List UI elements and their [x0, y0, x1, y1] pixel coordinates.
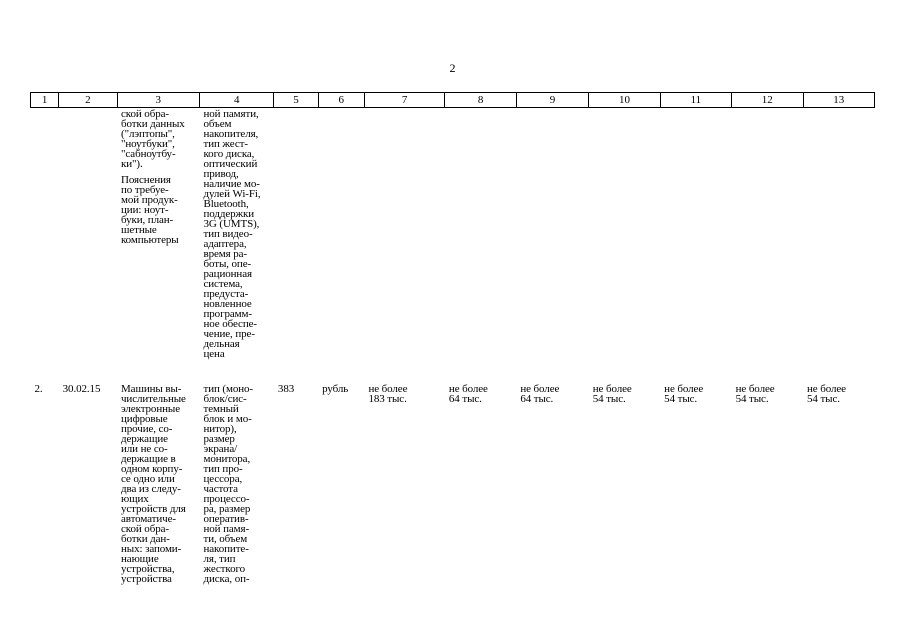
requirements-table — [30, 92, 875, 584]
product-name-text: ской обра- ботки данных ("лэптопы", "ноутбуки", "сабноутбу- ки"). — [121, 108, 185, 170]
column-number: 11 — [660, 93, 731, 108]
value-cell: не более 54 тыс. — [664, 383, 704, 405]
value-cell: не более 54 тыс. — [807, 383, 846, 405]
okei-code: 383 — [277, 383, 295, 395]
page-number: 2 — [449, 61, 456, 75]
row-number: 2. — [34, 383, 43, 395]
table-row — [31, 379, 875, 584]
column-number: 9 — [516, 93, 588, 108]
product-name-cell: Машины вы- числительные электронные цифровые прочие, со- держащие или не со- держащие в одном корпу- се одно или два из следу- ющих устройств для автоматиче- ской обра- ботки дан- ных: запоми- нающие устройства, устройства — [121, 383, 186, 585]
value-cell: не более 64 тыс. — [448, 383, 488, 405]
characteristics-cell: ной памяти, объем накопителя, тип жест- кого диска, оптический привод, наличие мо- дулей Wi-Fi, Bluetooth, поддержки 3G (UMTS), тип видео- адаптера, время ра- боты, опе- рационная система, предуста- новленное программ- ное обеспе- чение, пре- дельная цена — [203, 108, 261, 360]
column-number: 5 — [274, 93, 318, 108]
value-cell: не более 54 тыс. — [735, 383, 775, 405]
okpd-code: 30.02.15 — [62, 383, 101, 395]
product-note-text: Пояснения по требуе- мой продук- ции: ноут- буки, план- шетные компьютеры — [121, 174, 179, 246]
unit-name: рубль — [322, 383, 349, 395]
column-number-row — [31, 93, 875, 108]
column-number: 12 — [732, 93, 803, 108]
characteristics-cell: тип (моно- блок/сис- темный блок и мо- нитор), размер экрана/ монитора, тип про- цессора, частота процессо- ра, размер оператив- ной памя- ти, объем накопите- ля, тип жесткого диска, оп- — [203, 383, 253, 585]
column-number: 6 — [318, 93, 364, 108]
product-name-cell — [117, 108, 199, 380]
column-number: 7 — [364, 93, 444, 108]
column-number: 1 — [31, 93, 59, 108]
value-cell: не более 54 тыс. — [592, 383, 632, 405]
column-number: 4 — [199, 93, 273, 108]
column-number: 8 — [445, 93, 516, 108]
table-row-continuation — [31, 108, 875, 380]
value-cell: не более 64 тыс. — [520, 383, 560, 405]
column-number: 10 — [589, 93, 660, 108]
column-number: 2 — [59, 93, 117, 108]
value-cell: не более 183 тыс. — [368, 383, 408, 405]
column-number: 13 — [803, 93, 874, 108]
column-number: 3 — [117, 93, 199, 108]
